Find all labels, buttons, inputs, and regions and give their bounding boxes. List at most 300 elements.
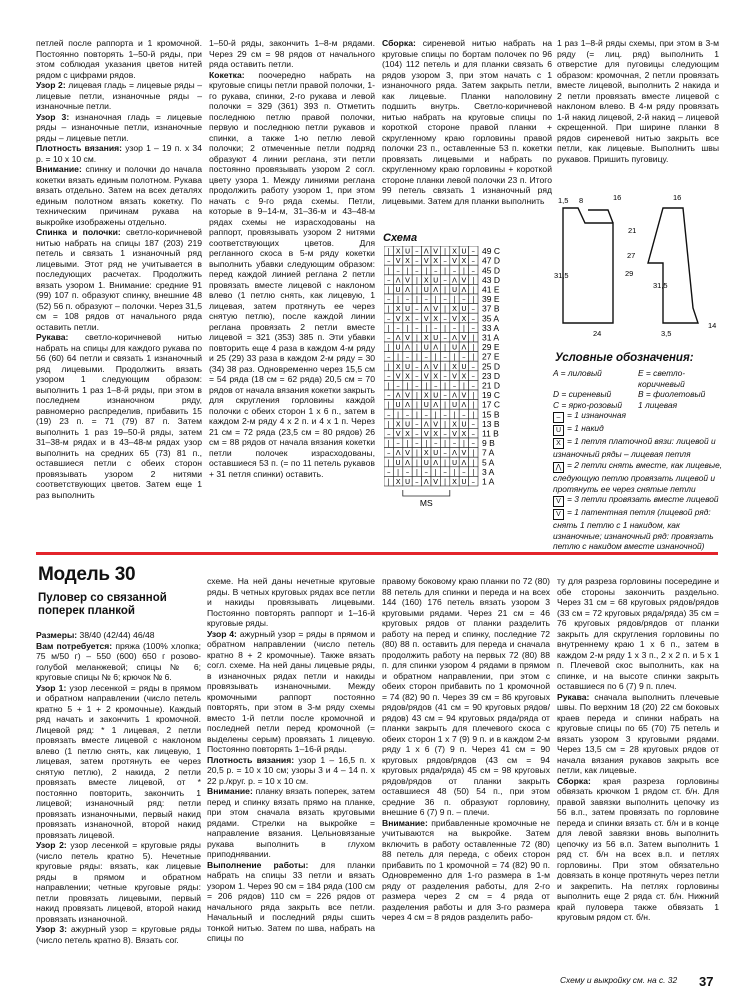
paragraph: правому боковому краю планки по 72 (80) 88 петель для спинки и переда и на всех 144 (160) 176 петель вязать узором 3 круговыми рядами. Через 21 см = 46 круговых рядов от планки разделить работу на перед и спинку, последние 72 (80) 88 п. оставить для переда и сначала продолжить работу на первых 72 (80) 88 п. для спинки узором 4 рядами в прямом и обратном направлении, при этом с обеих сторон прибавить по 1 кромочной = 74 (82) 90 п. Через 39 см = 86 круговых рядов/рядов (41 см = 90 круговых рядов/рядов) 43 см = 94 круговых ряда/ряда от планки закрыть для плечевого скоса с обеих сторон 1 х 7 (9) 9 п. и в каждом 2-м ряду 1 х 6 (7) 9 п. Через 41 см = 90 круговых рядов/рядов (43 см = 94 круговых ряда/ряда) 45 см = 98 круговых рядов/рядов от планки закрыть оставшиеся 48 (50) 54 п., при этом средние 36 п. образуют горловину, внешние 6 (7) 9 п. – плечи. [382,576,550,817]
chart-row-label: 43 D [482,274,500,285]
stitch-symbol-icon: – [553,412,564,423]
chart-symbol: | [472,410,475,419]
text-column-1 [36,38,202,500]
chart-symbol: X [423,334,429,342]
chart-symbol: Λ [395,449,401,458]
chart-symbol: | [443,420,447,429]
chart-symbol: Λ [452,334,457,342]
legend-color: 1 лицевая [638,399,678,410]
chart-symbol: – [443,353,447,362]
chart-symbol: V [461,391,467,400]
chart-symbol: – [415,372,419,381]
chart-symbol: – [415,247,419,256]
chart-symbol: – [471,478,476,486]
chart-symbol: Λ [423,247,429,256]
chart-symbol: V [452,430,457,438]
chart-symbol: – [386,391,391,400]
chart-symbol: X [405,314,410,323]
text-column-3 [382,38,552,206]
chart-symbol: Λ [433,401,439,410]
legend-item [553,436,723,460]
chart-symbol: X [395,362,401,371]
chart-symbol: V [433,420,439,429]
chart-symbol: | [443,458,447,467]
stitch-symbol-icon: X [553,438,564,449]
chart-symbol: | [472,468,475,477]
chart-symbol: – [415,324,419,333]
chart-symbol: – [433,324,438,333]
chart-symbol: V [452,257,457,266]
chart-symbol: | [443,478,447,486]
legend-item-text: = 1 накид [567,423,604,434]
chart-symbol: – [405,410,410,419]
pattern-dimension: 1,5 [558,196,569,205]
chart-symbol: | [443,247,447,256]
chart-symbol: U [395,458,401,467]
chart-symbol: – [415,430,419,438]
chart-symbol: – [462,353,466,362]
paragraph: Рукава: светло-коричневой нитью набрать на спицы для каждого рукава по 56 (60) 64 петли и связать 1 изнаночный ряд лицевыми. Продолжить вязать узором 1 следующим образом: выполнить 1 раз 1–8-й ряды, при этом в последнем изнаночном ряду, равномерно распределив, прибавить 15 (19) 23 п. = 71 (79) 87 п. Затем выполнить 1 раз 19–50-й ряды, затем 31–38-м рядах и в 43–48-м рядах узор выполнить на средних 65 (73) 81 п., оставшиеся петли с обеих сторон провязывать узором 2 нитями соответствующих цветов. Затем еще 1 раз выполнить [36,332,202,500]
chart-symbol: | [387,420,390,429]
text-column-4 [557,38,719,164]
chart-symbol: X [395,247,401,256]
chart-symbol: – [405,353,410,362]
chart-row-label: 7 A [482,447,495,458]
legend-item [553,423,723,436]
legend-color: E = светло-коричневый [638,368,686,389]
pattern-sleeve-piece [648,208,698,323]
chart-symbol: – [415,362,419,371]
chart-symbol: U [461,420,467,429]
chart-symbol: – [452,266,457,275]
chart-symbol: X [433,314,439,323]
chart-symbol: U [433,334,439,342]
chart-symbol: X [433,430,439,438]
chart-symbol: U [423,343,429,352]
chart-symbol: | [387,382,390,390]
chart-symbol: X [405,372,410,381]
chart-symbol: | [472,334,475,342]
chart-symbol: V [423,372,429,381]
paragraph: Спинка и полочки: светло-коричневой нитью набрать на спицы 187 (203) 219 петель и связать 1 изнаночный ряд лицевыми. Этот ряд не учитывается в последующих расчетах. Продолжить вязать узором 1. Внимание: средние 91 (99) 107 п. образуют спинку, внешние 48 (52) 56 п. образуют – полочки. Через 31,5 см = 108 рядов от начального ряда оставить петли. [36,227,202,332]
chart-symbol: – [471,305,476,314]
chart-symbol: | [406,324,409,333]
chart-symbol: X [461,372,467,381]
legend-item-text: = 1 петля платочной вязи: лицевой и изнаночный ряды – лицевая петля [553,436,716,460]
paragraph: Внимание: планку вязать поперек, затем перед и спинку вязать прямо на планке, при этом сначала вязать круговыми рядами. Стрелки на выкройке = направление вязания. Цельновязаные рукава выполнить в глухом приподнявании. [207,786,375,859]
chart-symbol: U [395,343,401,352]
chart-symbol: U [433,449,439,458]
chart-symbol: | [415,276,419,285]
chart-symbol: Λ [423,420,429,429]
paragraph: Узор 1: узор лесенкой = ряды в прямом и обратном направлении (число петель кратно 5 + 1 + 2 кромочные). Каждый ряд начать и закончить 1 кромочной. Лицевой ряд: * 1 лицевая, 2 петли провязать вместе лицевой с наклоном влево (1 петлю снять, как лицевую, 1 лицевая, затем протянуть ее через снятую петлю), 2 накида, 2 петли провязать вместе лицевой, от * постоянно повторить, закончить 1 лицевой; изнаночный ряд: петли провязать изнаночными, первый накид провязать изнаночной, второй накид провязать лицевой. [36,682,201,840]
chart-symbol: – [443,257,447,266]
chart-symbol: | [462,266,466,275]
chart-symbol: – [443,449,447,458]
chart-symbol: – [415,305,419,314]
paragraph: Сборка: края разреза горловины обвязать крючком 1 рядом ст. б/н. Для правой завязки выполнить цепочку из 56 в.п., затем провязать по горловине переда и спинки вязать ст. б/н и в конце для левой завязки вновь выполнить цепочку из 56 в.п. Затем выполнить 1 ряд ст. б/н на всех в.п. и петлях горловины. При этом обязательно довязать в конце протянуть через петли и закрепить. На петлях горловины выполнить еще 2 ряда ст. б/н. Нижний край пуловера также обвязать 1 круговым рядом ст. б/н. [557,775,719,922]
chart-symbol: Λ [452,276,457,285]
chart-symbol: | [425,439,428,448]
page-number: 37 [699,974,714,989]
chart-symbol: – [386,295,391,304]
paragraph: Сборка: сиреневой нитью набрать на круговые спицы по бортам полочек по 96 (104) 112 петель и для планки связать 6 рядов узором 3, при этом начать с 1 изнаночного ряда. Затем закрыть петли, как лицевые. Планки наполовину подшить внутрь. Светло-коричневой нитью набрать на круговые спицы по короткой стороне правой планки + скругленному краю горловины правой полочки 23 п., оставленные 53 п. кокетки провязать лицевыми и набрать по скругленному краю горловины + короткой стороне планки левой полочки 23 п. Итого 99 петель связать 1 изнаночный ряд лицевыми. Затем для планки выполнить [382,38,552,206]
chart-symbol: V [395,257,401,266]
chart-symbol: U [451,286,458,294]
chart-symbol: V [405,391,410,400]
chart-symbol: V [395,314,401,323]
chart-symbol: – [396,266,400,275]
chart-symbol: Λ [405,343,410,352]
chart-row-label: 1 A [482,476,495,487]
chart-symbol: | [472,276,475,285]
chart-symbol: | [472,391,475,400]
schema-title: Схема [383,232,418,244]
paragraph: Вам потребуется: пряжа (100% хлопка; 75 м/50 г) – 550 (600) 650 г розово-голубой меланжевой; спицы № 6; круговые спицы № 6; крючок № 6. [36,640,202,682]
chart-symbol: | [472,343,475,352]
chart-symbol: – [443,334,447,342]
chart-symbol: | [415,468,419,477]
chart-symbol: | [443,266,447,275]
chart-symbol: | [415,353,419,362]
chart-symbol: Λ [423,478,429,486]
chart-symbol: Λ [461,401,467,410]
chart-symbol: – [433,382,438,390]
chart-symbol: – [471,324,476,333]
paragraph: Размеры: 38/40 (42/44) 46/48 [36,630,155,640]
legend-item-text: = 2 петли снять вместе, как лицевые, следующую петлю провязать лицевой и протянуть ее через снятые петли [553,459,723,494]
legend-color: A = лиловый [553,368,602,378]
chart-row-label: 25 D [482,361,500,372]
pattern-dimension: 29 [625,269,634,278]
chart-symbol: Λ [461,458,467,467]
garment-pattern [553,188,723,343]
chart-symbol: | [443,362,447,371]
chart-symbol: X [452,305,457,314]
chart-symbol: – [471,362,476,371]
paragraph: Узор 3: ажурный узор = круговые ряды (число петель кратно 8). Вязать сог. [36,924,201,945]
chart-symbol: Λ [461,343,467,352]
chart-symbol: V [405,276,410,285]
chart-symbol: | [415,286,419,294]
chart-symbol: V [423,257,429,266]
chart-row-label: 39 E [482,294,500,305]
chart-symbol: Λ [423,362,429,371]
chart-symbol: | [387,286,390,294]
chart-symbol: U [404,478,411,486]
stitch-symbol-icon: V [553,509,564,520]
legend-color: B = фиолетовый [638,389,706,400]
chart-symbol: | [415,458,419,467]
chart-symbol: V [433,247,439,256]
chart-symbol: | [462,439,466,448]
paragraph: Плотность вязания: узор 1 – 19 п. х 34 р. = 10 х 10 см. [36,143,202,164]
chart-symbol: | [387,305,390,314]
chart-symbol: V [452,314,457,323]
chart-symbol: U [461,247,467,256]
chart-symbol: Λ [395,334,401,342]
chart-row-label: 5 A [482,457,495,468]
chart-symbol: | [434,410,437,419]
chart-symbol: – [396,324,400,333]
text-column-2 [209,38,375,479]
chart-symbol: – [386,314,391,323]
chart-symbol: – [386,449,391,458]
chart-symbol: V [405,449,410,458]
chart-symbol: – [424,295,429,304]
chart-symbol: U [404,420,411,429]
chart-symbol: | [415,401,419,410]
chart-row-label: 3 A [482,466,495,477]
chart-symbol: | [415,391,419,400]
chart-symbol: – [415,439,419,448]
repeat-label: MS [419,498,433,508]
chart-symbol: X [433,372,439,381]
chart-symbol: V [423,314,429,323]
model-title: Модель 30 [38,564,136,585]
chart-symbol: U [395,286,401,294]
chart-symbol: – [443,391,447,400]
paragraph: схеме. На ней даны нечетные круговые ряды. В четных круговых рядах все петли и накиды провязывать лицевыми. Постоянно повторять раппорт и 1–16-й круговые ряды. [207,576,375,628]
chart-symbol: | [453,468,456,477]
legend-color: C = ярко-розовый [553,399,622,410]
chart-symbol: – [396,439,400,448]
chart-symbol: U [461,305,467,314]
legend-item [553,410,723,423]
chart-symbol: | [425,266,428,275]
chart-symbol: Λ [433,458,439,467]
chart-symbol: | [443,382,447,390]
chart-symbol: | [443,305,447,314]
chart-row-label: 49 C [482,246,500,257]
model-text-column-4 [557,576,719,923]
paragraph: ту для разреза горловины посередине и обе стороны закончить раздельно. Через 31 см = 68 круговых рядов/рядов (33 см = 72 круговых ряда/ряда) 35 см = 76 круговых рядов/рядов от планки закрыть для скругления горловины по внутреннему краю 1 х 6 п., затем в каждом 2-м ряду 1 х 3 п., 2 х 2 п. и 5 х 1 п. Плечевой скос выполнить, как на спинке, и на высоте спинки закрыть оставшиеся по 6 (7) 9 п. плеч. [557,576,719,691]
chart-symbol: | [387,266,390,275]
pattern-dimension: 8 [579,196,584,205]
chart-symbol: | [472,458,475,467]
chart-symbol: – [443,314,447,323]
chart-symbol: | [472,449,475,458]
chart-symbol: Λ [452,391,457,400]
chart-symbol: | [443,286,447,294]
paragraph: Кокетка: поочередно набрать на круговые спицы петли правой полочки, 1-го рукава, спинки, 2-го рукава и левой полочки = 329 (361) 393 п. Отметить последнюю петлю правой полочки, первую и последнюю петли рукавов и спинки, а также 1-ю петлю левой полочки; 2 отмеченные петли подряд образуют 4 линии реглана, эти петли постоянно провязывать узором 2 согл. цвету узора 1. Между линиями реглана продолжить работу узором 1, при этом начать с 9-го ряда схемы. Петли, которые в 9–14-м, 31–36-м и 43–48-м рядах схемы не израсходованы на раппорт, провязывать узором 2 нитями соответствующих цветов. Для регланного скоса в 5-м ряду кокетки выполнить убавки следующим образом: перед каждой линией реглана 2 петли провязать вместе лицевой с наклоном влево (1 петлю снять, как лицевую, 1 лицевая, затем протянуть ее через снятую петлю), после каждой линии реглана провязать 2 петли вместе лицевой = 321 (353) 385 п. Эти убавки повторить еще 4 раза в каждом 4-м ряду и 25 (29) 33 раза в каждом 2-м ряду = 30 (34) 38 раз. Одновременно через 15,5 см = 54 ряда (18 см = 62 ряда) 20,5 см = 70 рядов от начала вязания кокетки закрыть для скругления горловины каждой полочки с обеих сторон 1 х 6 п., затем в каждом 2-м ряду 4 х 2 п. и 4 х 1 п. Через 21 см = 72 ряда (23,5 см = 80 рядов) 26 см = 88 рядов от начала вязания кокетки петли полочек израсходованы, оставшиеся 53 п. (= по 11 петель рукавов + 31 петля спинки) оставить. [209,69,375,479]
legend-item-text: = 1 изнаночная [567,410,626,421]
chart-symbol: Λ [433,343,439,352]
chart-symbol: – [405,295,410,304]
repeat-bracket [403,490,450,496]
paragraph: Выполнение работы: для планки набрать на спицы 33 петли и вязать узором 1. Через 90 см = 184 ряда (100 см = 206 рядов) 110 см = 226 рядов от начального ряда закрыть все петли. Начальный и последний ряды сшить тонкой нитью. Затем по шва, набрать на спицы по [207,859,375,943]
chart-symbol: U [433,276,439,285]
model-text-column-3 [382,576,550,923]
chart-symbol: X [452,478,457,486]
chart-symbol: | [415,410,419,419]
chart-symbol: Λ [405,458,410,467]
paragraph: 1–50-й ряды, закончить 1–8-м рядами. Через 29 см = 98 рядов от начального ряда оставить петли. [209,38,375,69]
paragraph: Узор 4: ажурный узор = ряды в прямом и обратном направлении (число петель кратно 8 + 2 кромочные). Также вязать согл. схеме. На ней даны лицевые ряды, в изнаночных рядах петли и накиды провязывать изнаночными. Между кромочными раппорт постоянно повторять, при этом в 3-м ряду схемы вместо 1-й петли после кромочной и последней петли перед кромочной (= выделены серым) провязать 1 лицевую. Постоянно повторять 1–16-й ряды. [207,628,375,754]
chart-symbol: U [451,401,458,410]
legend-color: D = сиреневый [553,389,612,400]
paragraph: Рукава: сначала выполнить плечевые швы. По верхним 18 (20) 22 см боковых краев переда и спинки набрать на круговые спицы по 65 (70) 75 петель и вязать узором 3 круговыми рядами. Через 13,5 см = 28 круговых рядов от начала вязания рукавов закрыть все петли, как лицевые. [557,691,719,775]
chart-symbol: – [471,430,476,438]
chart-symbol: – [386,410,391,419]
chart-symbol: | [453,410,456,419]
chart-symbol: X [452,247,457,256]
chart-symbol: | [396,353,400,362]
chart-symbol: | [396,295,400,304]
legend-item-text: = 3 петли провязать вместе лицевой [567,494,719,505]
chart-symbol: | [387,439,390,448]
chart-symbol: – [462,468,466,477]
chart-row-label: 21 D [482,380,500,391]
chart-symbol: | [387,324,390,333]
chart-symbol: – [424,410,429,419]
chart-row-label: 45 D [482,265,500,276]
legend-color-row [553,368,723,389]
chart-symbol: | [415,295,419,304]
chart-symbol: – [443,372,447,381]
chart-symbol: | [443,439,447,448]
pattern-dimension: 16 [613,193,622,202]
chart-row-label: 37 B [482,303,500,314]
chart-symbol: – [415,420,419,429]
chart-symbol: Λ [395,276,401,285]
chart-symbol: X [461,314,467,323]
pattern-dimension: 21 [628,226,637,235]
chart-symbol: – [471,420,476,429]
chart-row-label: 13 B [482,418,500,429]
chart-row-label: 15 B [482,409,500,420]
chart-symbol: | [415,334,419,342]
chart-symbol: – [443,295,447,304]
chart-symbol: V [395,430,401,438]
chart-symbol: U [451,458,458,467]
chart-symbol: – [452,324,457,333]
chart-symbol: – [386,372,391,381]
chart-symbol: – [424,468,429,477]
chart-symbol: | [406,266,409,275]
chart-symbol: | [387,401,390,410]
paragraph: 1 раз 1–8-й ряды схемы, при этом в 3-м ряду (= лиц. ряд) выполнить 1 отверстие для пуговицы следующим образом: кромочная, 2 петли провязать вместе лицевой, выполнить 2 накида и 2 петли провязать вместе лицевой с наклоном влево. В 4-м ряду провязать 1-й накид лицевой, 2-й накид – лицевой скрещенной. При ширине планки 8 рядов сиреневой нитью закрыть все петли, как лицевые. Выполнить швы рукавов. Пришить пуговицу. [557,38,719,164]
pattern-dimension: 14 [708,321,717,330]
chart-symbol: | [453,295,456,304]
chart-symbol: – [415,382,419,390]
chart-row-label: 47 D [482,255,500,266]
chart-symbol: X [405,257,410,266]
chart-symbol: – [471,439,476,448]
chart-symbol: V [433,362,439,371]
chart-symbol: Λ [452,449,457,458]
chart-symbol: | [387,343,390,352]
paragraph: Узор 2: лицевая гладь = лицевые ряды – лицевые петли, изнаночные ряды – изнаночные петли. [36,80,202,111]
pattern-dimension: 24 [593,329,602,338]
paragraph: Внимание: спинку и полочки до начала кокетки вязать единым полотном. Рукава вязать отдельно. Затем на всех деталях единым полотном вязать кокетку. По техническим причинам рукава на выкройке изображены отдельно. [36,164,202,227]
chart-symbol: – [415,266,419,275]
chart-symbol: – [443,430,447,438]
chart-symbol: V [405,334,410,342]
legend-item-text: = 1 патентная петля (лицевой ряд: снять 1 петлю с 1 накидом, как изнаночные; изнаночный ряд: провязать петлю с накидом вместе изнаночной) [553,507,714,552]
chart-symbol: – [386,257,391,266]
chart-symbol: U [404,362,411,371]
chart-symbol: U [461,478,467,486]
chart-symbol: | [415,449,419,458]
chart-symbol: | [387,458,390,467]
chart-symbol: | [443,343,447,352]
chart-symbol: U [433,391,439,400]
chart-symbol: – [452,382,457,390]
chart-symbol: V [461,334,467,342]
chart-symbol: X [423,449,429,458]
pattern-dimension: 31,5 [653,281,668,290]
legend [553,368,723,552]
knitting-chart [384,246,514,546]
legend-color-row [553,400,723,411]
chart-symbol: U [423,401,429,410]
pattern-dimension: 27 [627,251,636,260]
chart-symbol: – [386,468,391,477]
chart-symbol: | [472,353,475,362]
chart-symbol: – [433,439,438,448]
legend-item [553,460,723,494]
chart-row-label: 29 E [482,342,500,353]
chart-symbol: X [461,257,467,266]
chart-row-label: 33 A [482,322,500,333]
chart-symbol: X [395,420,401,429]
chart-row-label: 11 B [482,428,499,439]
chart-symbol: U [451,343,458,352]
chart-symbol: | [406,382,409,390]
chart-row-label: 41 E [482,284,500,295]
chart-symbol: | [434,353,437,362]
chart-symbol: | [396,410,400,419]
chart-symbol: V [461,276,467,285]
pattern-front-piece [563,208,613,323]
chart-symbol: Λ [405,286,410,294]
chart-symbol: Λ [405,401,410,410]
chart-symbol: | [406,439,409,448]
chart-row-label: 31 A [482,332,500,343]
chart-symbol: | [472,295,475,304]
chart-symbol: – [462,410,466,419]
chart-symbol: – [443,410,447,419]
chart-symbol: X [452,362,457,371]
legend-item [553,494,723,507]
pattern-neck-line [588,210,613,223]
footnote: Схему и выкройку см. на с. 32 [560,975,678,985]
chart-symbol: Λ [433,286,439,294]
chart-symbol: U [461,362,467,371]
chart-symbol: – [405,468,410,477]
chart-symbol: X [461,430,467,438]
chart-symbol: – [386,353,391,362]
chart-symbol: | [396,468,400,477]
chart-symbol: – [415,478,419,486]
legend-title: Условные обозначения: [555,352,694,364]
chart-symbol: | [425,324,428,333]
chart-symbol: X [423,391,429,400]
chart-symbol: X [423,276,429,285]
chart-symbol: – [443,468,447,477]
paragraph: петлей после раппорта и 1 кромочной. Постоянно повторять 1–50-й ряды, при этом соблюдая указания цветов нитей рядом с цифрами рядов. [36,38,202,80]
chart-symbol: – [396,382,400,390]
chart-symbol: | [472,286,475,294]
chart-symbol: V [461,449,467,458]
chart-symbol: – [471,372,476,381]
chart-symbol: | [434,295,437,304]
chart-symbol: V [452,372,457,381]
chart-symbol: – [471,247,476,256]
chart-symbol: X [395,478,401,486]
chart-symbol: – [424,353,429,362]
